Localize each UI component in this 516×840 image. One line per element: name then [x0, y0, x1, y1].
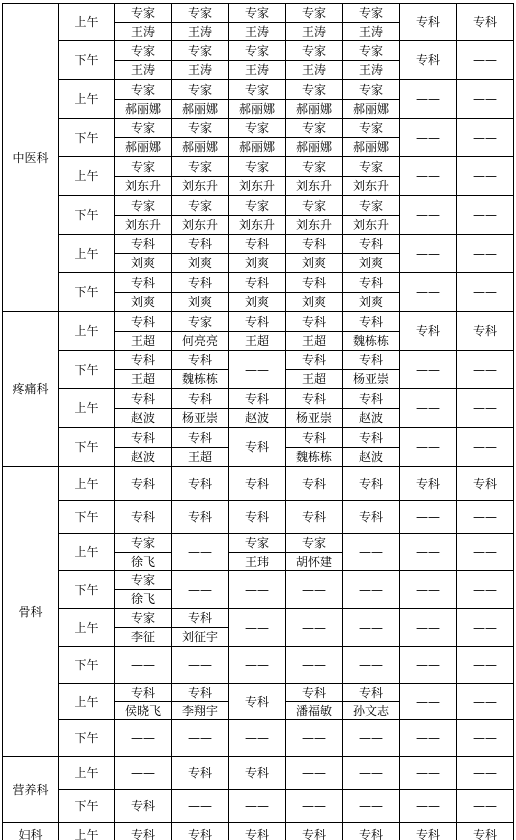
slot-type: 专科 — [187, 430, 212, 445]
slot-type: —— — [416, 92, 440, 106]
period-label: 上午 — [74, 620, 99, 635]
slot-type: 专科 — [130, 799, 155, 813]
slot-type: 专科 — [358, 275, 383, 290]
doctor-name: 刘爽 — [358, 256, 383, 270]
slot-type: 专家 — [187, 6, 212, 20]
slot-type: —— — [473, 246, 497, 261]
slot-type: 专科 — [358, 314, 383, 329]
slot-type: 专家 — [130, 6, 155, 20]
period-label: 上午 — [74, 766, 99, 780]
doctor-name: 刘爽 — [187, 256, 212, 270]
period-label: 下午 — [74, 510, 99, 524]
slot-type: 专科 — [187, 275, 212, 290]
slot-type: 专科 — [472, 15, 497, 29]
slot-type: 专科 — [244, 827, 269, 840]
slot-type: 专科 — [187, 685, 212, 700]
slot-type: 专科 — [301, 685, 326, 700]
doctor-name: 刘东升 — [352, 179, 389, 193]
slot-type: 专科 — [187, 237, 212, 251]
slot-type: 专科 — [187, 391, 212, 406]
department-label: 骨科 — [18, 604, 43, 619]
doctor-name: 赵波 — [358, 411, 383, 425]
slot-type: 专家 — [244, 536, 269, 550]
slot-type: 专家 — [358, 82, 383, 97]
slot-type: 专科 — [244, 510, 269, 524]
slot-type: —— — [359, 658, 383, 672]
slot-type: 专家 — [301, 6, 326, 20]
period-label: 下午 — [74, 731, 99, 745]
slot-type: 专科 — [244, 476, 269, 491]
slot-type: 专家 — [301, 198, 326, 213]
grid-line — [513, 3, 514, 840]
doctor-name: 王超 — [187, 450, 212, 464]
doctor-name: 赵波 — [358, 450, 383, 464]
slot-type: —— — [359, 799, 383, 813]
doctor-name: 刘东升 — [124, 218, 161, 232]
period-label: 下午 — [74, 799, 99, 813]
period-label: 上午 — [74, 476, 99, 491]
slot-type: —— — [416, 731, 440, 745]
period-label: 上午 — [74, 169, 99, 183]
doctor-name: 郝丽娜 — [295, 140, 332, 154]
slot-type: 专家 — [244, 82, 269, 97]
slot-type: —— — [473, 731, 497, 745]
period-label: 下午 — [74, 440, 99, 454]
department-label: 疼痛科 — [12, 382, 49, 396]
doctor-name: 孙文志 — [352, 703, 389, 718]
slot-type: —— — [359, 731, 383, 745]
department-label: 营养科 — [12, 782, 49, 797]
doctor-name: 杨亚崇 — [352, 372, 389, 386]
doctor-name: 赵波 — [244, 411, 269, 425]
slot-type: —— — [302, 766, 326, 780]
doctor-name: 魏栋栋 — [352, 334, 389, 348]
slot-type: —— — [416, 620, 440, 635]
slot-type: 专家 — [301, 82, 326, 97]
doctor-name: 刘东升 — [352, 218, 389, 232]
slot-type: —— — [473, 208, 497, 222]
slot-type: 专科 — [130, 827, 155, 840]
slot-type: —— — [416, 799, 440, 813]
doctor-name: 王涛 — [187, 63, 212, 77]
slot-type: 专科 — [301, 510, 326, 524]
slot-type: 专家 — [358, 121, 383, 135]
slot-type: 专家 — [187, 159, 212, 174]
doctor-name: 王涛 — [358, 63, 383, 77]
doctor-name: 王超 — [244, 334, 269, 348]
doctor-name: 王涛 — [301, 63, 326, 77]
slot-type: 专科 — [472, 827, 497, 840]
slot-type: —— — [473, 53, 497, 67]
slot-type: 专科 — [187, 510, 212, 524]
slot-type: 专科 — [301, 476, 326, 491]
doctor-name: 王涛 — [130, 63, 155, 77]
slot-type: —— — [416, 362, 440, 377]
slot-type: 专家 — [187, 121, 212, 135]
doctor-name: 郝丽娜 — [124, 140, 161, 154]
doctor-name: 赵波 — [130, 450, 155, 464]
doctor-name: 杨亚崇 — [295, 411, 332, 425]
slot-type: —— — [473, 582, 497, 597]
doctor-name: 郝丽娜 — [124, 102, 161, 116]
slot-type: 专科 — [301, 275, 326, 290]
slot-type: 专科 — [244, 391, 269, 406]
doctor-name: 王超 — [301, 372, 326, 386]
doctor-name: 郝丽娜 — [238, 140, 275, 154]
slot-type: —— — [188, 545, 212, 559]
doctor-name: 王超 — [130, 334, 155, 348]
slot-type: 专科 — [415, 15, 440, 29]
doctor-name: 王超 — [301, 334, 326, 348]
period-label: 上午 — [74, 545, 99, 559]
department-label: 妇科 — [18, 827, 43, 840]
slot-type: 专家 — [130, 611, 155, 625]
doctor-name: 刘东升 — [124, 179, 161, 193]
slot-type: —— — [416, 694, 440, 709]
period-label: 上午 — [74, 827, 99, 840]
slot-type: 专科 — [244, 275, 269, 290]
slot-type: —— — [473, 169, 497, 183]
period-label: 上午 — [74, 92, 99, 106]
slot-type: 专科 — [130, 476, 155, 491]
slot-type: —— — [473, 362, 497, 377]
slot-type: 专科 — [244, 237, 269, 251]
slot-type: —— — [188, 582, 212, 597]
slot-type: —— — [359, 582, 383, 597]
slot-type: 专科 — [301, 430, 326, 445]
slot-type: —— — [416, 766, 440, 780]
doctor-name: 刘爽 — [301, 256, 326, 270]
slot-type: 专家 — [130, 573, 155, 587]
doctor-name: 刘征宇 — [181, 630, 218, 644]
slot-type: 专家 — [130, 159, 155, 174]
slot-type: —— — [416, 658, 440, 672]
slot-type: 专家 — [130, 121, 155, 135]
slot-type: —— — [188, 799, 212, 813]
slot-type: 专家 — [358, 43, 383, 58]
period-label: 上午 — [74, 15, 99, 29]
doctor-name: 李翔宇 — [181, 703, 218, 718]
period-label: 上午 — [74, 694, 99, 709]
period-label: 下午 — [74, 658, 99, 672]
slot-type: 专家 — [301, 159, 326, 174]
slot-type: 专家 — [130, 198, 155, 213]
slot-type: —— — [359, 545, 383, 559]
doctor-name: 王超 — [130, 372, 155, 386]
slot-type: —— — [302, 799, 326, 813]
slot-type: 专科 — [358, 827, 383, 840]
period-label: 上午 — [74, 246, 99, 261]
slot-type: 专科 — [358, 476, 383, 491]
slot-type: —— — [416, 285, 440, 299]
slot-type: 专科 — [301, 314, 326, 329]
slot-type: 专科 — [301, 827, 326, 840]
period-label: 下午 — [74, 130, 99, 145]
slot-type: —— — [245, 799, 269, 813]
doctor-name: 刘东升 — [238, 218, 275, 232]
slot-type: 专科 — [244, 314, 269, 329]
slot-type: 专家 — [130, 536, 155, 550]
doctor-name: 魏栋栋 — [295, 450, 332, 464]
slot-type: 专科 — [130, 237, 155, 251]
period-label: 下午 — [74, 362, 99, 377]
slot-type: —— — [473, 92, 497, 106]
doctor-name: 魏栋栋 — [181, 372, 218, 386]
slot-type: 专家 — [301, 536, 326, 550]
doctor-name: 王涛 — [244, 63, 269, 77]
slot-type: —— — [188, 731, 212, 745]
slot-type: —— — [416, 582, 440, 597]
doctor-name: 刘东升 — [295, 218, 332, 232]
slot-type: —— — [416, 401, 440, 415]
slot-type: —— — [473, 401, 497, 415]
slot-type: —— — [416, 440, 440, 454]
doctor-name: 刘爽 — [130, 256, 155, 270]
slot-type: —— — [245, 582, 269, 597]
slot-type: —— — [416, 545, 440, 559]
slot-type: 专科 — [301, 353, 326, 367]
slot-type: 专科 — [187, 611, 212, 625]
slot-type: 专家 — [301, 43, 326, 58]
slot-type: —— — [416, 510, 440, 524]
doctor-name: 潘福敏 — [295, 703, 332, 718]
slot-type: 专家 — [244, 6, 269, 20]
slot-type: 专家 — [358, 6, 383, 20]
slot-type: 专科 — [187, 353, 212, 367]
slot-type: 专科 — [130, 353, 155, 367]
doctor-name: 王涛 — [358, 24, 383, 39]
doctor-name: 徐飞 — [130, 554, 155, 569]
doctor-name: 刘爽 — [358, 295, 383, 309]
slot-type: 专科 — [187, 827, 212, 840]
slot-type: 专家 — [187, 314, 212, 329]
slot-type: —— — [473, 130, 497, 145]
slot-type: 专科 — [415, 476, 440, 491]
slot-type: 专科 — [358, 685, 383, 700]
department-label: 中医科 — [12, 150, 49, 165]
slot-type: 专科 — [130, 685, 155, 700]
slot-type: 专家 — [301, 121, 326, 135]
slot-type: 专科 — [244, 440, 269, 454]
doctor-name: 刘东升 — [238, 179, 275, 193]
slot-type: 专家 — [358, 198, 383, 213]
doctor-name: 胡怀建 — [295, 554, 332, 569]
period-label: 下午 — [74, 285, 99, 299]
slot-type: 专科 — [244, 766, 269, 780]
slot-type: 专家 — [187, 43, 212, 58]
doctor-name: 刘爽 — [130, 295, 155, 309]
doctor-name: 徐飞 — [130, 592, 155, 606]
slot-type: —— — [131, 766, 155, 780]
doctor-name: 王涛 — [244, 24, 269, 39]
slot-type: 专家 — [244, 121, 269, 135]
slot-type: 专科 — [358, 510, 383, 524]
slot-type: —— — [302, 658, 326, 672]
doctor-name: 刘爽 — [187, 295, 212, 309]
doctor-name: 刘东升 — [295, 179, 332, 193]
slot-type: —— — [359, 620, 383, 635]
doctor-name: 侯晓飞 — [124, 703, 161, 718]
slot-type: —— — [473, 799, 497, 813]
slot-type: —— — [302, 731, 326, 745]
period-label: 上午 — [74, 324, 99, 338]
doctor-name: 王涛 — [130, 24, 155, 39]
slot-type: —— — [245, 620, 269, 635]
slot-type: 专科 — [130, 510, 155, 524]
doctor-name: 杨亚崇 — [181, 411, 218, 425]
slot-type: —— — [416, 130, 440, 145]
doctor-name: 郝丽娜 — [352, 102, 389, 116]
doctor-name: 郝丽娜 — [295, 102, 332, 116]
doctor-name: 赵波 — [130, 411, 155, 425]
doctor-name: 王涛 — [187, 24, 212, 39]
slot-type: 专科 — [130, 314, 155, 329]
slot-type: —— — [131, 658, 155, 672]
slot-type: 专科 — [244, 694, 269, 709]
slot-type: 专家 — [130, 82, 155, 97]
slot-type: 专科 — [301, 391, 326, 406]
slot-type: 专科 — [472, 324, 497, 338]
doctor-name: 郝丽娜 — [238, 102, 275, 116]
slot-type: —— — [473, 766, 497, 780]
slot-type: —— — [302, 582, 326, 597]
doctor-name: 刘东升 — [181, 179, 218, 193]
slot-type: —— — [359, 766, 383, 780]
slot-type: —— — [188, 658, 212, 672]
slot-type: —— — [473, 545, 497, 559]
slot-type: —— — [245, 362, 269, 377]
slot-type: 专家 — [244, 198, 269, 213]
slot-type: 专科 — [472, 476, 497, 491]
doctor-name: 郝丽娜 — [181, 140, 218, 154]
slot-type: 专科 — [187, 476, 212, 491]
slot-type: 专科 — [358, 237, 383, 251]
slot-type: 专科 — [415, 827, 440, 840]
slot-type: 专家 — [187, 198, 212, 213]
period-label: 下午 — [74, 208, 99, 222]
slot-type: —— — [473, 694, 497, 709]
doctor-name: 刘爽 — [244, 256, 269, 270]
slot-type: 专家 — [244, 159, 269, 174]
slot-type: 专家 — [244, 43, 269, 58]
doctor-name: 刘爽 — [244, 295, 269, 309]
slot-type: 专科 — [358, 430, 383, 445]
slot-type: 专科 — [301, 237, 326, 251]
period-label: 上午 — [74, 401, 99, 415]
slot-type: 专家 — [358, 159, 383, 174]
doctor-name: 刘东升 — [181, 218, 218, 232]
slot-type: 专科 — [358, 391, 383, 406]
slot-type: 专科 — [130, 275, 155, 290]
slot-type: —— — [245, 731, 269, 745]
slot-type: —— — [473, 658, 497, 672]
slot-type: —— — [302, 620, 326, 635]
slot-type: 专科 — [187, 766, 212, 780]
doctor-name: 刘爽 — [301, 295, 326, 309]
slot-type: —— — [245, 658, 269, 672]
slot-type: 专科 — [415, 53, 440, 67]
slot-type: —— — [473, 620, 497, 635]
slot-type: —— — [131, 731, 155, 745]
doctor-name: 郝丽娜 — [181, 102, 218, 116]
doctor-name: 李征 — [130, 630, 155, 644]
doctor-name: 何亮亮 — [181, 334, 218, 348]
slot-type: —— — [416, 208, 440, 222]
slot-type: 专科 — [415, 324, 440, 338]
slot-type: 专科 — [358, 353, 383, 367]
slot-type: 专科 — [130, 430, 155, 445]
slot-type: —— — [416, 246, 440, 261]
doctor-name: 郝丽娜 — [352, 140, 389, 154]
slot-type: —— — [473, 510, 497, 524]
slot-type: —— — [473, 285, 497, 299]
slot-type: 专家 — [130, 43, 155, 58]
slot-type: —— — [416, 169, 440, 183]
slot-type: 专科 — [130, 391, 155, 406]
doctor-name: 王玮 — [244, 554, 269, 569]
slot-type: —— — [473, 440, 497, 454]
period-label: 下午 — [74, 53, 99, 67]
slot-type: 专家 — [187, 82, 212, 97]
doctor-name: 王涛 — [301, 24, 326, 39]
period-label: 下午 — [74, 582, 99, 597]
